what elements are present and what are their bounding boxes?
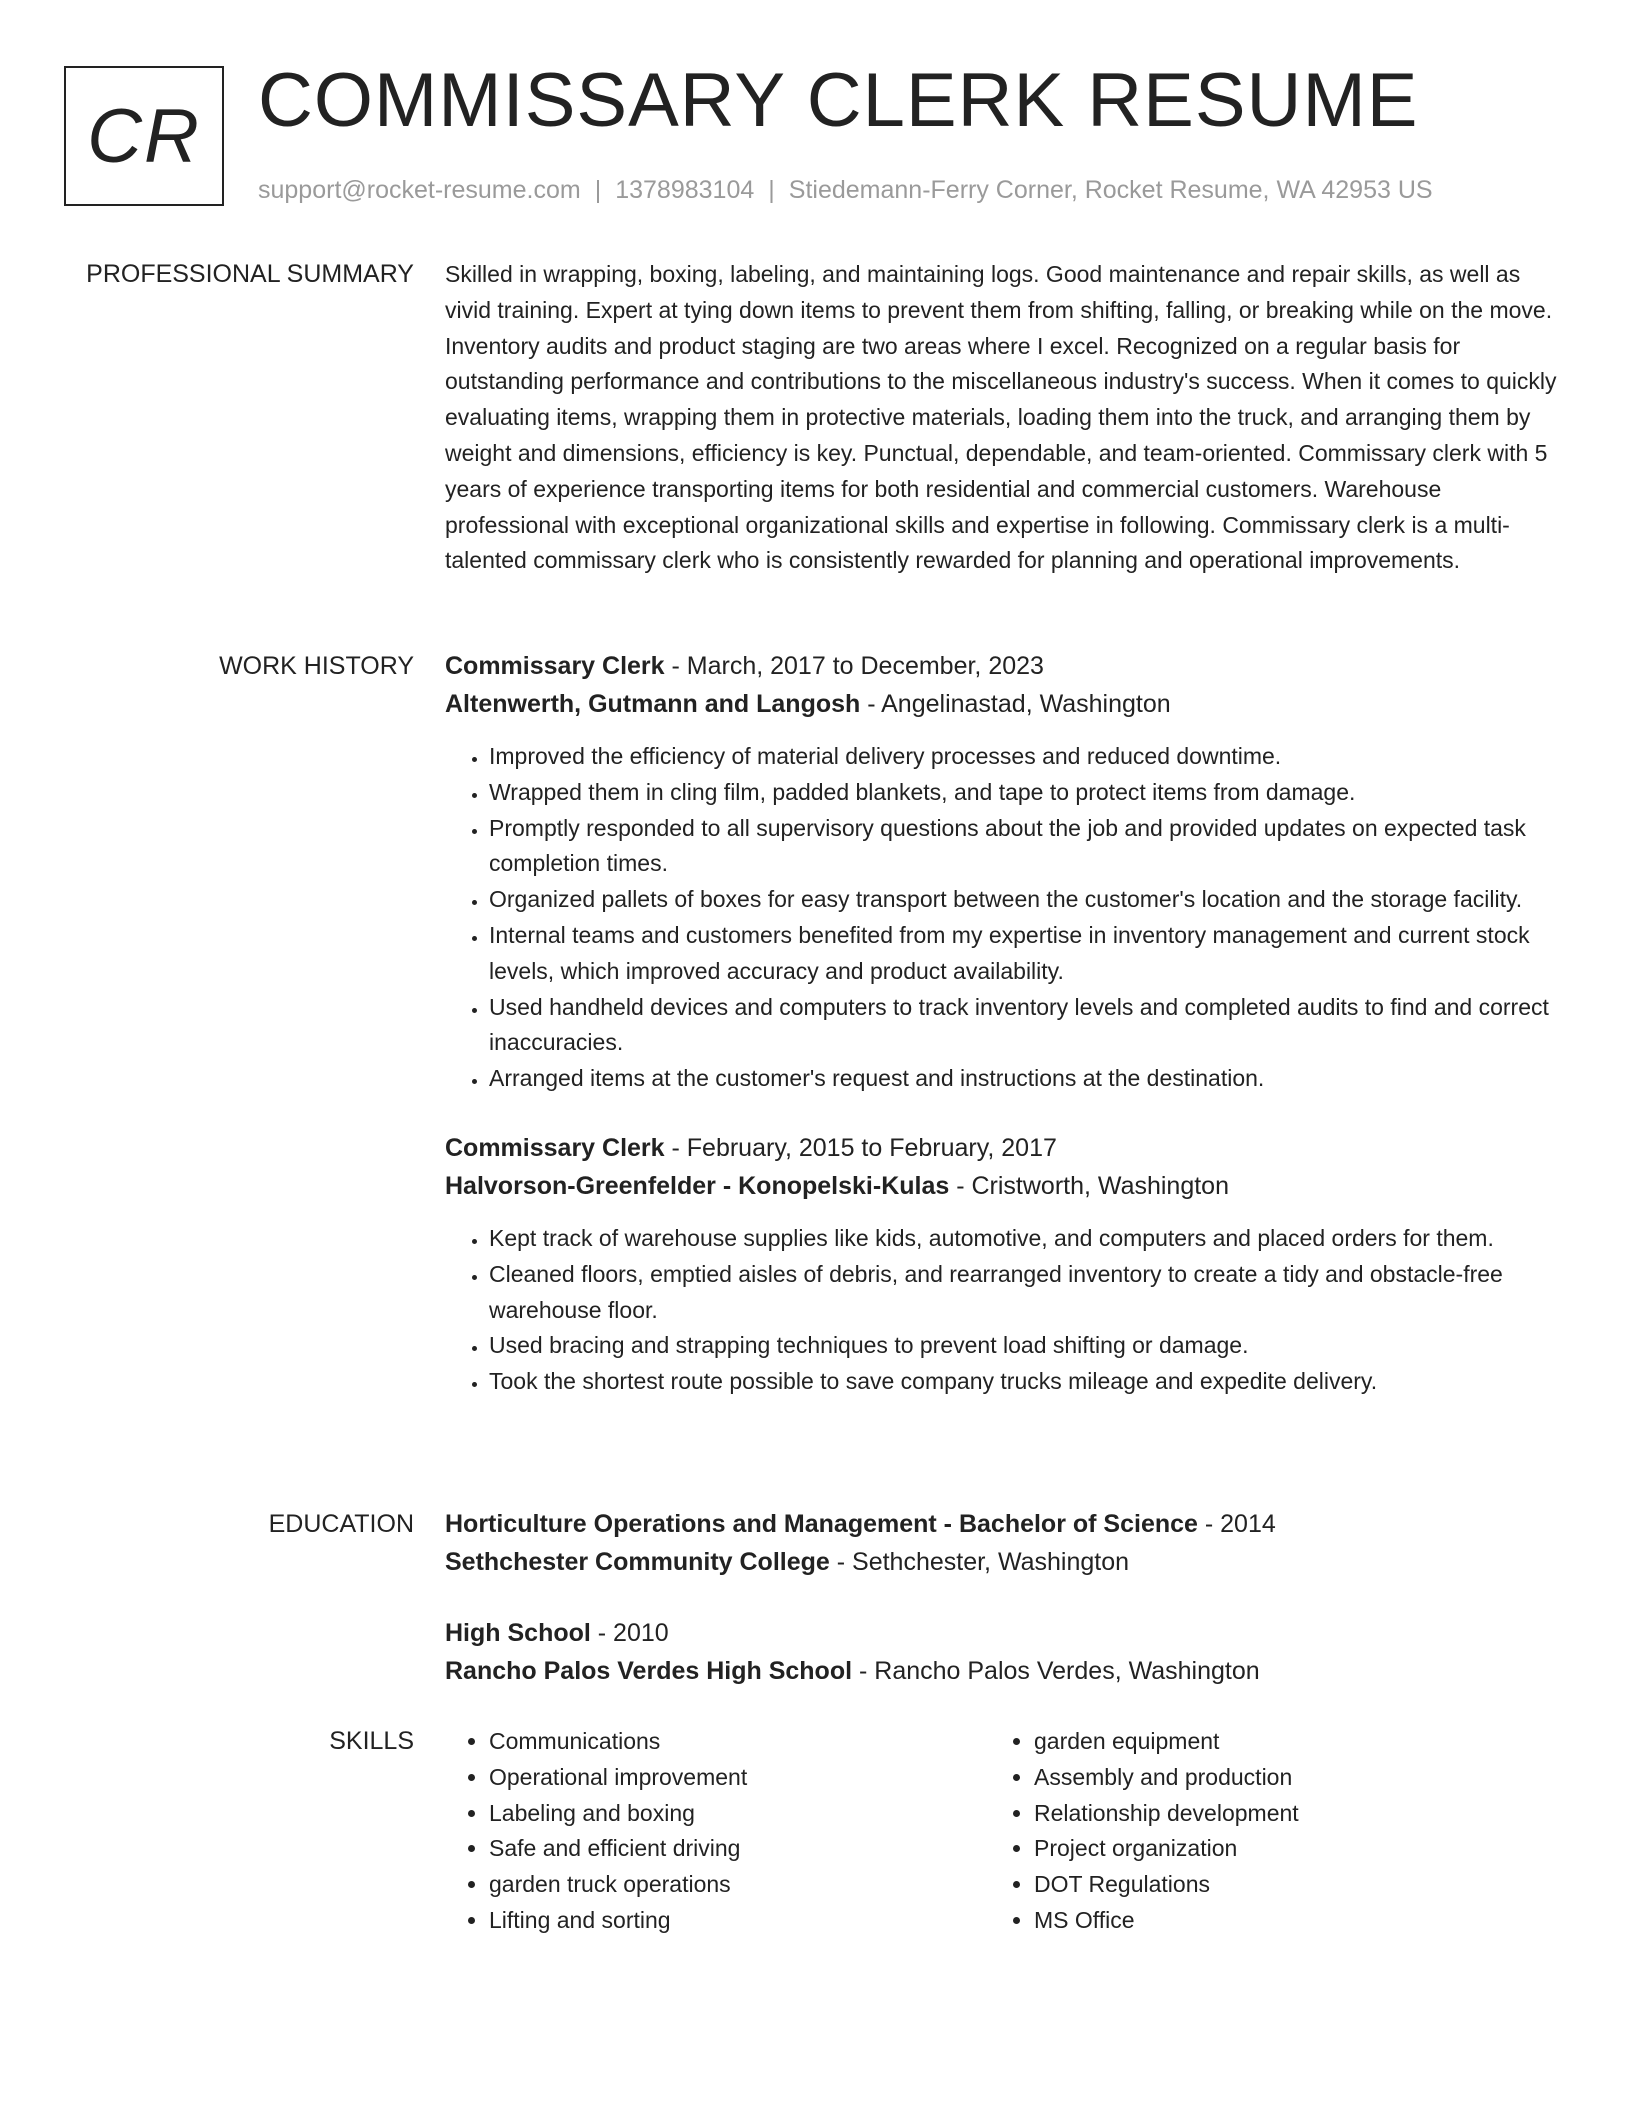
job-duty: • Kept track of warehouse supplies like kids, automotive, and computers and placed orders for them. (489, 1221, 1563, 1257)
education-school-line (445, 1543, 1563, 1581)
job-entry (445, 647, 1563, 1097)
job-company-line (445, 685, 1563, 723)
job-duty: • Improved the efficiency of material delivery processes and reduced downtime. (489, 739, 1563, 775)
education-entry (445, 1614, 1563, 1690)
job-title-line (445, 1129, 1563, 1167)
contact-separator: | (768, 176, 775, 204)
education-year: - 2014 (1197, 1510, 1276, 1538)
skill-item: • Safe and efficient driving (489, 1831, 965, 1867)
job-location: - Angelinastad, Washington (860, 690, 1171, 718)
skill-item: • Lifting and sorting (489, 1903, 965, 1939)
contact-separator: | (594, 176, 602, 204)
job-duty: • Used handheld devices and computers to track inventory levels and completed audits to find and correct inaccuracies. (489, 990, 1563, 1062)
job-duty: • Promptly responded to all supervisory questions about the job and provided updates on expected task completion times. (489, 811, 1563, 883)
skills-list (445, 1724, 965, 1939)
skills-column-left (445, 1724, 965, 1939)
education-year: - 2010 (590, 1619, 669, 1647)
section-label-summary: PROFESSIONAL SUMMARY (86, 260, 414, 288)
section-label-work-history: WORK HISTORY (219, 652, 414, 680)
skill-item: • garden equipment (1034, 1724, 1510, 1760)
skill-item: • Labeling and boxing (489, 1796, 965, 1832)
education-location: - Sethchester, Washington (829, 1548, 1130, 1576)
skill-item: • MS Office (1034, 1903, 1510, 1939)
education-degree-line (445, 1505, 1563, 1543)
monogram-initials: CR (87, 93, 201, 179)
skill-item: • Assembly and production (1034, 1760, 1510, 1796)
job-company: Halvorson-Greenfelder - Konopelski-Kulas (445, 1171, 950, 1200)
contact-email: support@rocket-resume.com (258, 176, 581, 204)
job-duty: • Arranged items at the customer's request and instructions at the destination. (489, 1061, 1563, 1097)
skill-item: • Operational improvement (489, 1760, 965, 1796)
job-dates: - February, 2015 to February, 2017 (664, 1133, 1057, 1162)
job-title: Commissary Clerk (445, 1133, 665, 1162)
skill-item: • DOT Regulations (1034, 1867, 1510, 1903)
job-duty: • Cleaned floors, emptied aisles of debris, and rearranged inventory to create a tidy and obstacle-free warehouse floor. (489, 1257, 1563, 1329)
section-label-education: EDUCATION (268, 1510, 414, 1538)
job-company-line (445, 1167, 1563, 1205)
job-company: Altenwerth, Gutmann and Langosh (445, 690, 861, 718)
education-entry (445, 1505, 1563, 1581)
monogram-logo (64, 66, 224, 206)
contact-address: Stiedemann-Ferry Corner, Rocket Resume, WA 42953 US (788, 176, 1433, 204)
education-location: - Rancho Palos Verdes, Washington (852, 1657, 1260, 1685)
skill-item: • Communications (489, 1724, 965, 1760)
education-school: Rancho Palos Verdes High School (445, 1657, 853, 1685)
job-duty: • Took the shortest route possible to save company trucks mileage and expedite delivery. (489, 1364, 1563, 1400)
job-duties-list (445, 1221, 1563, 1400)
skill-item: • Project organization (1034, 1831, 1510, 1867)
job-duty: • Used bracing and strapping techniques to prevent load shifting or damage. (489, 1328, 1563, 1364)
job-duty: • Organized pallets of boxes for easy transport between the customer's location and the storage facility. (489, 882, 1563, 918)
skill-item: • Relationship development (1034, 1796, 1510, 1832)
contact-line (258, 174, 1433, 206)
education-school-line (445, 1652, 1563, 1690)
job-location: - Cristworth, Washington (949, 1171, 1229, 1200)
job-duty: • Internal teams and customers benefited from my expertise in inventory management and current stock levels, which improved accuracy and product availability. (489, 918, 1563, 990)
job-duties-list (445, 739, 1563, 1097)
job-title-line (445, 647, 1563, 685)
contact-phone: 1378983104 (615, 176, 755, 204)
education-degree: High School (445, 1619, 591, 1647)
job-title: Commissary Clerk (445, 652, 665, 680)
education-school: Sethchester Community College (445, 1548, 830, 1576)
job-dates: - March, 2017 to December, 2023 (664, 652, 1044, 680)
skills-list (990, 1724, 1510, 1939)
resume-title: COMMISSARY CLERK RESUME (258, 58, 1419, 143)
summary-text: Skilled in wrapping, boxing, labeling, and maintaining logs. Good maintenance and repair skills, as well as vivid training. Expert at tying down items to prevent them from shifting, falling, or breaking while on the move. Inventory audits and product staging are two areas where I excel. Recognized on a regular basis for outstanding performance and contributions to the miscellaneous industry's success. When it comes to quickly evaluating items, wrapping them in protective materials, loading them into the truck, and arranging them by weight and dimensions, efficiency is key. Punctual, dependable, and team-oriented. Commissary clerk with 5 years of experience transporting items for both residential and commercial customers. Warehouse professional with exceptional organizational skills and expertise in following. Commissary clerk is a multi-talented commissary clerk who is consistently rewarded for planning and operational improvements. (445, 261, 1557, 574)
education-degree: Horticulture Operations and Management - Bachelor of Science (445, 1510, 1198, 1538)
section-label-skills: SKILLS (329, 1727, 414, 1755)
job-entry (445, 1129, 1563, 1400)
education-degree-line (445, 1614, 1563, 1652)
skills-column-right (990, 1724, 1510, 1939)
skill-item: • garden truck operations (489, 1867, 965, 1903)
job-duty: • Wrapped them in cling film, padded blankets, and tape to protect items from damage. (489, 775, 1563, 811)
